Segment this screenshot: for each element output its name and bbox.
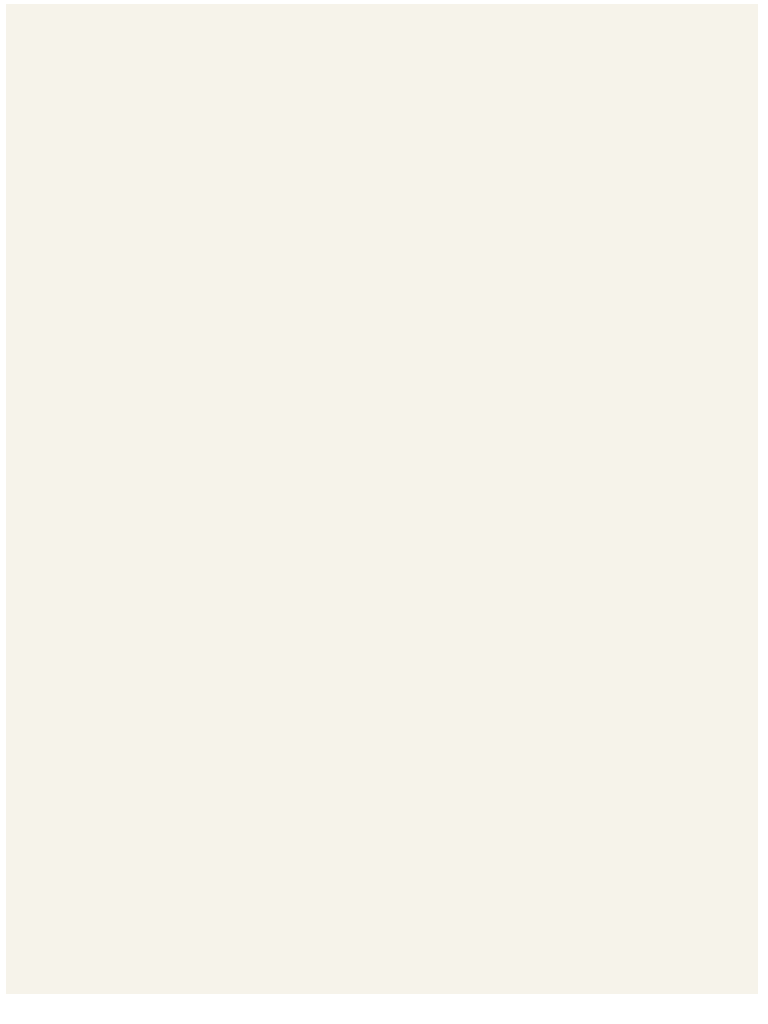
document-page: [6, 4, 758, 994]
